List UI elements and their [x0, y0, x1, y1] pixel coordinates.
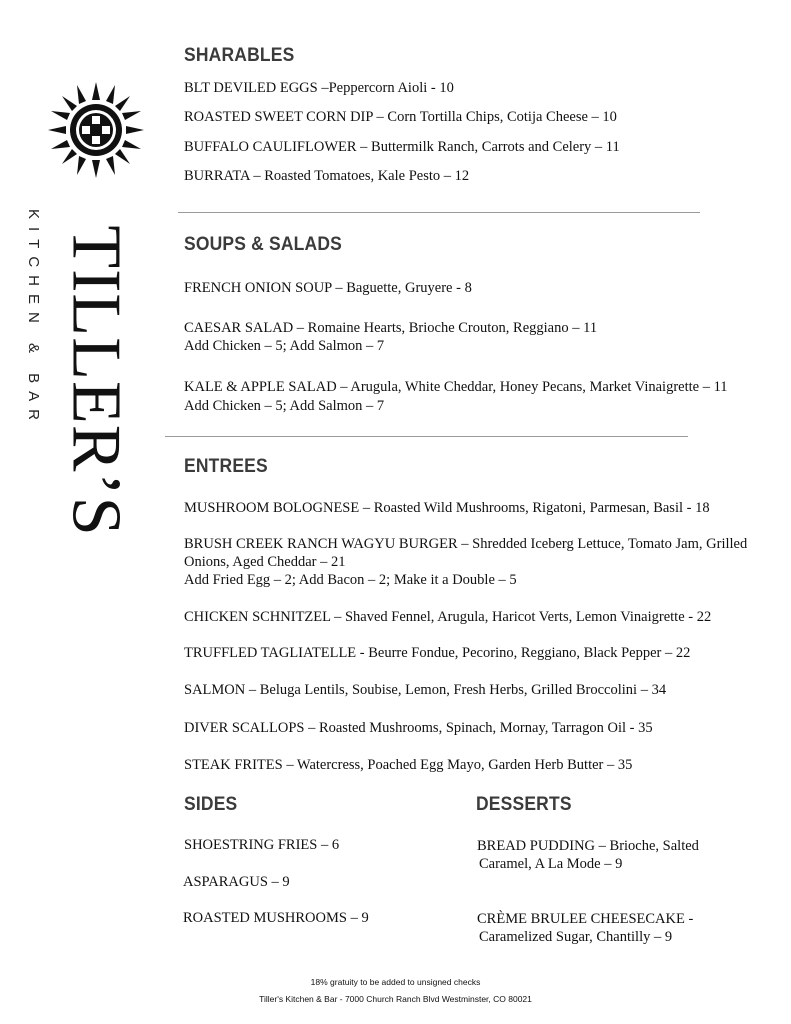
- brand-subtitle-text: KITCHEN & BAR: [25, 208, 43, 428]
- menu-item-addon: Add Chicken – 5; Add Salmon – 7: [184, 398, 385, 414]
- menu-item: ROASTED MUSHROOMS – 9: [183, 910, 369, 926]
- section-title-sharables: SHARABLES: [184, 45, 295, 66]
- brand-name: [58, 186, 135, 576]
- section-title-entrees: ENTREES: [184, 456, 268, 477]
- section-title-desserts: DESSERTS: [476, 794, 572, 815]
- sun-logo-icon: [46, 80, 146, 180]
- menu-item: ROASTED SWEET CORN DIP – Corn Tortilla Chips, Cotija Cheese – 10: [184, 109, 617, 125]
- menu-item: ASPARAGUS – 9: [183, 874, 290, 890]
- menu-item-addon: Add Chicken – 5; Add Salmon – 7: [184, 338, 385, 354]
- menu-item: BREAD PUDDING – Brioche, Salted: [477, 838, 699, 854]
- section-divider: [178, 212, 700, 213]
- brand-name-text: TILLER’S: [58, 225, 135, 537]
- menu-item: MUSHROOM BOLOGNESE – Roasted Wild Mushrooms, Rigatoni, Parmesan, Basil - 18: [184, 500, 710, 516]
- menu-item: DIVER SCALLOPS – Roasted Mushrooms, Spinach, Mornay, Tarragon Oil - 35: [184, 720, 653, 736]
- menu-item: BURRATA – Roasted Tomatoes, Kale Pesto – 12: [184, 168, 470, 184]
- section-title-soups-salads: SOUPS & SALADS: [184, 234, 342, 255]
- restaurant-address: Tiller's Kitchen & Bar - 7000 Church Ranch Blvd Westminster, CO 80021: [259, 994, 532, 1004]
- menu-item: STEAK FRITES – Watercress, Poached Egg Mayo, Garden Herb Butter – 35: [184, 757, 633, 773]
- menu-item: CAESAR SALAD – Romaine Hearts, Brioche Crouton, Reggiano – 11: [184, 320, 598, 336]
- menu-item-continued: Onions, Aged Cheddar – 21: [184, 554, 346, 570]
- menu-item: SHOESTRING FRIES – 6: [184, 837, 340, 853]
- menu-item-continued: Caramelized Sugar, Chantilly – 9: [479, 929, 673, 945]
- menu-item: CRÈME BRULEE CHEESECAKE -: [477, 911, 694, 927]
- section-divider: [165, 436, 688, 437]
- menu-item: BRUSH CREEK RANCH WAGYU BURGER – Shredded Iceberg Lettuce, Tomato Jam, Grilled: [184, 536, 748, 552]
- section-title-sides: SIDES: [184, 794, 238, 815]
- menu-item: FRENCH ONION SOUP – Baguette, Gruyere - 8: [184, 280, 472, 296]
- menu-item-continued: Caramel, A La Mode – 9: [479, 856, 623, 872]
- gratuity-note: 18% gratuity to be added to unsigned checks: [310, 977, 481, 987]
- menu-item: KALE & APPLE SALAD – Arugula, White Cheddar, Honey Pecans, Market Vinaigrette – 11: [184, 379, 728, 395]
- menu-item: TRUFFLED TAGLIATELLE - Beurre Fondue, Pecorino, Reggiano, Black Pepper – 22: [184, 645, 691, 661]
- menu-item-addon: Add Fried Egg – 2; Add Bacon – 2; Make it a Double – 5: [184, 572, 517, 588]
- menu-item: SALMON – Beluga Lentils, Soubise, Lemon, Fresh Herbs, Grilled Broccolini – 34: [184, 682, 667, 698]
- menu-item: CHICKEN SCHNITZEL – Shaved Fennel, Arugula, Haricot Verts, Lemon Vinaigrette - 22: [184, 609, 712, 625]
- menu-item: BLT DEVILED EGGS –Peppercorn Aioli - 10: [184, 80, 454, 96]
- menu-item: BUFFALO CAULIFLOWER – Buttermilk Ranch, Carrots and Celery – 11: [184, 139, 620, 155]
- brand-subtitle: [20, 198, 48, 438]
